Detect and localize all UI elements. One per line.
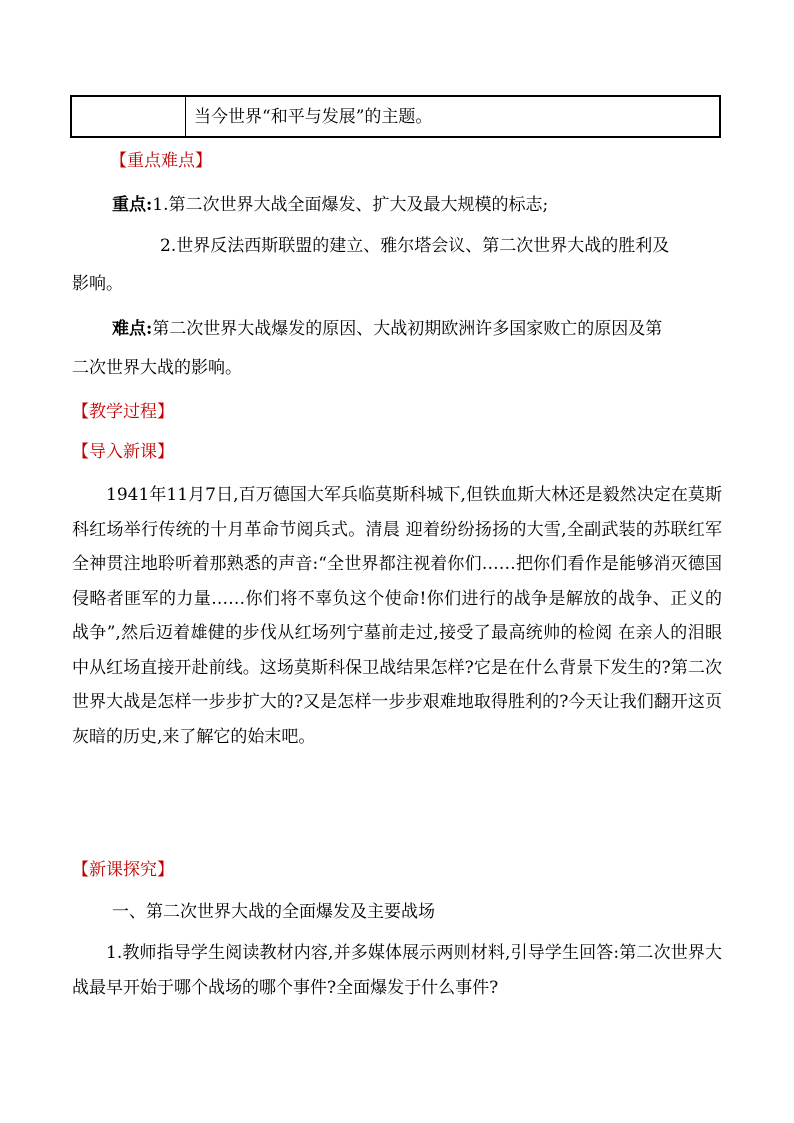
nandian-text: 第二次世界大战爆发的原因、大战初期欧洲许多国家败亡的原因及第 [152,319,663,339]
zhongdian-item-2-line1: 2.世界反法西斯联盟的建立、雅尔塔会议、第二次世界大战的胜利及 [160,236,670,256]
teaching-process-heading: 【教学过程】 [72,402,174,422]
intro-heading: 【导入新课】 [72,442,174,462]
table-left-cell [72,97,186,136]
nandian-label: 难点: [112,319,153,339]
table-right-cell: 当今世界“和平与发展”的主题。 [194,107,433,127]
zhongdian-label: 重点: [112,195,153,215]
nandian-line-1 [112,316,662,342]
intro-paragraph: 1941年11月7日,百万德国大军兵临莫斯科城下,但铁血斯大林还是毅然决定在莫斯科红场举行传统的十月革命节阅兵式。清晨 迎着纷纷扬扬的大雪,全副武装的苏联红军全神贯注地聆听着那熟悉的声音:“全世界都注视着你们……把你们看作是能够消灭德国侵略者匪军的力量……你们将不辜负这个使命!你们进行的战争是解放的战争、正义的战争”,然后迈着雄健的步伐从红场列宁墓前走过,接受了最高统帅的检阅 在亲人的泪眼中从红场直接开赴前线。这场莫斯科保卫战结果怎样?它是在什么背景下发生的?第二次世界大战是怎样一步步扩大的?又是怎样一步步艰难地取得胜利的?今天让我们翻开这页灰暗的历史,来了解它的始末吧。 [72,485,722,747]
new-lesson-subheading: 一、第二次世界大战的全面爆发及主要战场 [112,902,435,922]
zhongdian-item-2-line2: 影响。 [72,274,123,294]
zhongdian-item-1: 1.第二次世界大战全面爆发、扩大及最大规模的标志; [152,195,549,215]
summary-table [70,95,721,138]
nandian-line-2: 二次世界大战的影响。 [72,358,242,378]
new-lesson-item-1: 1.教师指导学生阅读教材内容,并多媒体展示两则材料,引导学生回答:第二次世界大战最早开始于哪个战场的哪个事件?全面爆发于什么事件? [72,943,722,998]
key-points-heading: 【重点难点】 [110,151,212,171]
zhongdian-line-1 [112,192,548,218]
new-lesson-heading: 【新课探究】 [72,860,174,880]
